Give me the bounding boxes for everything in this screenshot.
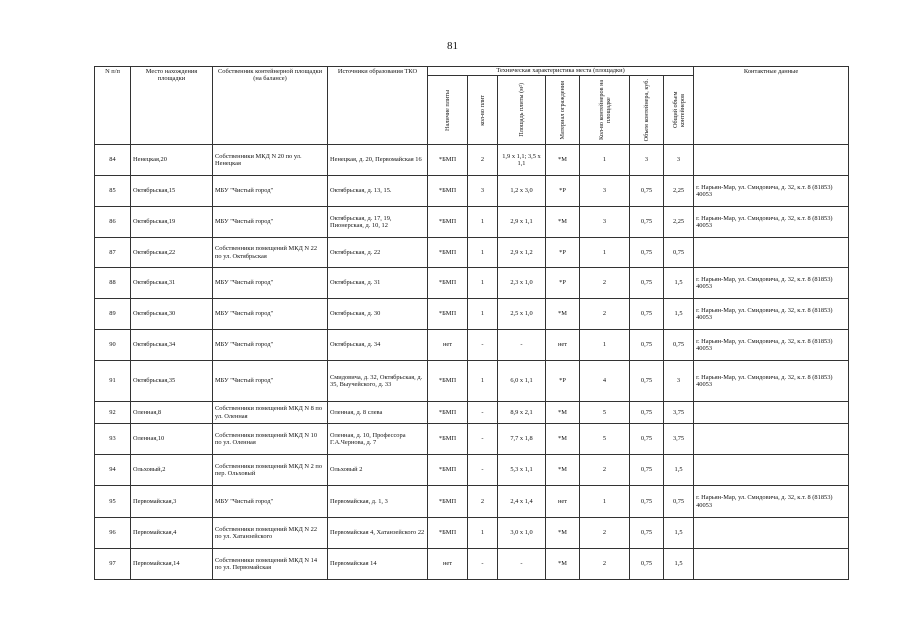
cell-containers: 2 — [580, 518, 630, 549]
cell-location: Ольховый,2 — [131, 455, 213, 486]
cell-location: Октябрьская,22 — [131, 238, 213, 268]
header-num: N п/п — [95, 67, 131, 145]
header-location: Место нахождения площадки — [131, 67, 213, 145]
cell-owner: Собственники помещений МКД N 8 по ул. Оленная — [213, 402, 328, 424]
cell-total: 1,5 — [664, 549, 694, 580]
cell-slab-count: - — [468, 424, 498, 455]
cell-sources: Октябрьская, д. 22 — [328, 238, 428, 268]
cell-volume: 0,75 — [630, 268, 664, 299]
table-row — [95, 176, 849, 207]
cell-sources: Ольховый 2 — [328, 455, 428, 486]
header-slab: Наличие плиты — [428, 76, 468, 145]
header-contacts: Контактные данные — [694, 67, 849, 145]
cell-containers: 2 — [580, 455, 630, 486]
cell-sources: Первомайская, д. 1, 3 — [328, 486, 428, 518]
table-row — [95, 402, 849, 424]
cell-slab: нет — [428, 330, 468, 361]
cell-location: Оленная,10 — [131, 424, 213, 455]
cell-total: 0,75 — [664, 486, 694, 518]
cell-area: 7,7 x 1,8 — [498, 424, 546, 455]
cell-contacts — [694, 402, 849, 424]
cell-area: 1,2 x 3,0 — [498, 176, 546, 207]
cell-num: 97 — [95, 549, 131, 580]
cell-area: 3,0 x 1,0 — [498, 518, 546, 549]
header-total: Общий объем контейнеров — [664, 76, 694, 145]
header-area: Площадь плиты (м²) — [498, 76, 546, 145]
cell-slab: нет — [428, 549, 468, 580]
table-row — [95, 330, 849, 361]
cell-containers: 1 — [580, 330, 630, 361]
cell-containers: 2 — [580, 268, 630, 299]
cell-area: 1,9 x 1,1; 3,5 x 1,1 — [498, 145, 546, 176]
cell-containers: 5 — [580, 402, 630, 424]
cell-area: 2,3 x 1,0 — [498, 268, 546, 299]
cell-sources: Ненецкая, д. 20, Первомайская 16 — [328, 145, 428, 176]
table-row — [95, 518, 849, 549]
cell-slab: *БМП — [428, 361, 468, 402]
cell-slab: *БМП — [428, 176, 468, 207]
header-containers: Кол-во контейнеров на площадке — [580, 76, 630, 145]
cell-owner: Собственники помещений МКД N 14 по ул. Первомайская — [213, 549, 328, 580]
cell-fence: *М — [546, 518, 580, 549]
cell-owner: Собственники помещений МКД N 22 по ул. Октябрьская — [213, 238, 328, 268]
cell-num: 88 — [95, 268, 131, 299]
cell-containers: 2 — [580, 549, 630, 580]
cell-location: Октябрьская,31 — [131, 268, 213, 299]
cell-area: 2,5 x 1,0 — [498, 299, 546, 330]
cell-slab-count: 3 — [468, 176, 498, 207]
cell-owner: МБУ "Чистый город" — [213, 268, 328, 299]
cell-containers: 5 — [580, 424, 630, 455]
page-number: 81 — [447, 40, 458, 52]
cell-sources: Октябрьская, д. 30 — [328, 299, 428, 330]
cell-num: 94 — [95, 455, 131, 486]
cell-area: - — [498, 549, 546, 580]
cell-volume: 0,75 — [630, 361, 664, 402]
cell-slab-count: 1 — [468, 518, 498, 549]
cell-volume: 0,75 — [630, 330, 664, 361]
header-volume: Объем контейнера, куб. — [630, 76, 664, 145]
cell-total: 0,75 — [664, 238, 694, 268]
cell-volume: 0,75 — [630, 424, 664, 455]
cell-total: 1,5 — [664, 518, 694, 549]
cell-slab-count: 2 — [468, 145, 498, 176]
table-row — [95, 145, 849, 176]
cell-num: 92 — [95, 402, 131, 424]
cell-fence: *Р — [546, 361, 580, 402]
cell-slab: *БМП — [428, 145, 468, 176]
table-row — [95, 299, 849, 330]
cell-total: 1,5 — [664, 455, 694, 486]
cell-num: 85 — [95, 176, 131, 207]
cell-slab-count: - — [468, 402, 498, 424]
cell-total: 3,75 — [664, 402, 694, 424]
cell-slab: *БМП — [428, 268, 468, 299]
cell-volume: 0,75 — [630, 518, 664, 549]
cell-area: 8,9 x 2,1 — [498, 402, 546, 424]
cell-total: 3 — [664, 361, 694, 402]
cell-fence: *Р — [546, 176, 580, 207]
cell-contacts: г. Нарьян-Мар, ул. Смидовича, д. 32, к.т. 8 (81853) 40053 — [694, 176, 849, 207]
cell-volume: 3 — [630, 145, 664, 176]
header-tech: Техническая характеристика места (площадки) — [428, 67, 694, 76]
cell-contacts: г. Нарьян-Мар, ул. Смидовича, д. 32, к.т. 8 (81853) 40053 — [694, 361, 849, 402]
cell-sources: Октябрьская, д. 31 — [328, 268, 428, 299]
cell-volume: 0,75 — [630, 207, 664, 238]
cell-containers: 2 — [580, 299, 630, 330]
cell-area: 2,9 x 1,1 — [498, 207, 546, 238]
cell-slab: *БМП — [428, 402, 468, 424]
cell-total: 3 — [664, 145, 694, 176]
cell-num: 87 — [95, 238, 131, 268]
cell-contacts: г. Нарьян-Мар, ул. Смидовича, д. 32, к.т. 8 (81853) 40053 — [694, 486, 849, 518]
cell-num: 95 — [95, 486, 131, 518]
cell-total: 1,5 — [664, 299, 694, 330]
cell-slab: *БМП — [428, 299, 468, 330]
cell-fence: *Р — [546, 238, 580, 268]
cell-volume: 0,75 — [630, 299, 664, 330]
cell-slab: *БМП — [428, 518, 468, 549]
cell-contacts: г. Нарьян-Мар, ул. Смидовича, д. 32, к.т. 8 (81853) 40053 — [694, 268, 849, 299]
table-row — [95, 268, 849, 299]
cell-containers: 1 — [580, 238, 630, 268]
cell-containers: 1 — [580, 486, 630, 518]
cell-containers: 1 — [580, 145, 630, 176]
cell-owner: Собственники помещений МКД N 2 по пер. Ольховый — [213, 455, 328, 486]
cell-slab-count: 1 — [468, 299, 498, 330]
cell-num: 93 — [95, 424, 131, 455]
table-row — [95, 238, 849, 268]
cell-total: 2,25 — [664, 207, 694, 238]
cell-slab-count: 1 — [468, 361, 498, 402]
cell-sources: Первомайская 4, Хатанзейского 22 — [328, 518, 428, 549]
cell-owner: Собственники помещений МКД N 10 по ул. Оленная — [213, 424, 328, 455]
cell-slab-count: 1 — [468, 268, 498, 299]
cell-contacts — [694, 455, 849, 486]
cell-location: Первомайская,14 — [131, 549, 213, 580]
cell-sources: Первомайская 14 — [328, 549, 428, 580]
cell-fence: *М — [546, 145, 580, 176]
cell-fence: *Р — [546, 268, 580, 299]
cell-area: 2,9 x 1,2 — [498, 238, 546, 268]
cell-num: 90 — [95, 330, 131, 361]
cell-contacts — [694, 424, 849, 455]
cell-slab-count: 1 — [468, 207, 498, 238]
cell-fence: *М — [546, 455, 580, 486]
cell-volume: 0,75 — [630, 455, 664, 486]
sites-table — [94, 66, 849, 580]
cell-sources: Смидовича, д. 32, Октябрьская, д. 35, Выучейского, д. 33 — [328, 361, 428, 402]
cell-contacts — [694, 549, 849, 580]
cell-location: Октябрьская,19 — [131, 207, 213, 238]
cell-contacts: г. Нарьян-Мар, ул. Смидовича, д. 32, к.т. 8 (81853) 40053 — [694, 299, 849, 330]
cell-location: Первомайская,3 — [131, 486, 213, 518]
cell-location: Октябрьская,34 — [131, 330, 213, 361]
table-row — [95, 486, 849, 518]
cell-slab: *БМП — [428, 424, 468, 455]
cell-sources: Октябрьская, д. 34 — [328, 330, 428, 361]
cell-sources: Оленная, д. 10, Профессора Г.А.Чернова, д. 7 — [328, 424, 428, 455]
cell-contacts — [694, 145, 849, 176]
cell-location: Оленная,8 — [131, 402, 213, 424]
cell-owner: Собственники помещений МКД N 22 по ул. Хатанзейского — [213, 518, 328, 549]
header-slab-count: кол-во плит — [468, 76, 498, 145]
cell-fence: *М — [546, 549, 580, 580]
table-row — [95, 424, 849, 455]
cell-owner: МБУ "Чистый город" — [213, 207, 328, 238]
cell-contacts: г. Нарьян-Мар, ул. Смидовича, д. 32, к.т. 8 (81853) 40053 — [694, 330, 849, 361]
cell-total: 0,75 — [664, 330, 694, 361]
table-row — [95, 207, 849, 238]
cell-location: Октябрьская,15 — [131, 176, 213, 207]
cell-area: 6,0 x 1,1 — [498, 361, 546, 402]
cell-fence: *М — [546, 299, 580, 330]
cell-containers: 3 — [580, 207, 630, 238]
cell-sources: Оленная, д. 8 слева — [328, 402, 428, 424]
cell-num: 91 — [95, 361, 131, 402]
cell-owner: МБУ "Чистый город" — [213, 299, 328, 330]
cell-total: 3,75 — [664, 424, 694, 455]
cell-slab: *БМП — [428, 238, 468, 268]
table-row — [95, 361, 849, 402]
cell-owner: МБУ "Чистый город" — [213, 361, 328, 402]
cell-slab-count: - — [468, 455, 498, 486]
cell-sources: Октябрьская, д. 17, 19, Пионерская, д. 10, 12 — [328, 207, 428, 238]
cell-fence: *М — [546, 424, 580, 455]
cell-area: 2,4 x 1,4 — [498, 486, 546, 518]
cell-containers: 3 — [580, 176, 630, 207]
cell-slab-count: - — [468, 549, 498, 580]
cell-total: 1,5 — [664, 268, 694, 299]
header-fence: Материал ограждения — [546, 76, 580, 145]
cell-area: - — [498, 330, 546, 361]
cell-slab-count: - — [468, 330, 498, 361]
cell-contacts: г. Нарьян-Мар, ул. Смидовича, д. 32, к.т. 8 (81853) 40053 — [694, 207, 849, 238]
cell-location: Первомайская,4 — [131, 518, 213, 549]
cell-owner: МБУ "Чистый город" — [213, 486, 328, 518]
cell-slab: *БМП — [428, 455, 468, 486]
cell-slab: *БМП — [428, 207, 468, 238]
cell-location: Ненецкая,20 — [131, 145, 213, 176]
cell-num: 89 — [95, 299, 131, 330]
cell-sources: Октябрьская, д. 13, 15. — [328, 176, 428, 207]
cell-owner: МБУ "Чистый город" — [213, 330, 328, 361]
cell-volume: 0,75 — [630, 486, 664, 518]
cell-containers: 4 — [580, 361, 630, 402]
header-owner: Собственник контейнерной площадки (на балансе) — [213, 67, 328, 145]
cell-area: 5,3 x 1,1 — [498, 455, 546, 486]
cell-fence: нет — [546, 486, 580, 518]
cell-fence: *М — [546, 207, 580, 238]
table-row — [95, 455, 849, 486]
cell-volume: 0,75 — [630, 176, 664, 207]
cell-slab: *БМП — [428, 486, 468, 518]
cell-num: 84 — [95, 145, 131, 176]
cell-contacts — [694, 518, 849, 549]
cell-num: 86 — [95, 207, 131, 238]
cell-location: Октябрьская,30 — [131, 299, 213, 330]
cell-volume: 0,75 — [630, 549, 664, 580]
cell-fence: *М — [546, 402, 580, 424]
cell-owner: МБУ "Чистый город" — [213, 176, 328, 207]
cell-slab-count: 2 — [468, 486, 498, 518]
cell-total: 2,25 — [664, 176, 694, 207]
cell-num: 96 — [95, 518, 131, 549]
cell-volume: 0,75 — [630, 402, 664, 424]
cell-volume: 0,75 — [630, 238, 664, 268]
cell-slab-count: 1 — [468, 238, 498, 268]
cell-owner: Собственники МКД N 20 по ул. Ненецкая — [213, 145, 328, 176]
cell-contacts — [694, 238, 849, 268]
header-sources: Источники образования ТКО — [328, 67, 428, 145]
table-row — [95, 549, 849, 580]
cell-fence: нет — [546, 330, 580, 361]
cell-location: Октябрьская,35 — [131, 361, 213, 402]
